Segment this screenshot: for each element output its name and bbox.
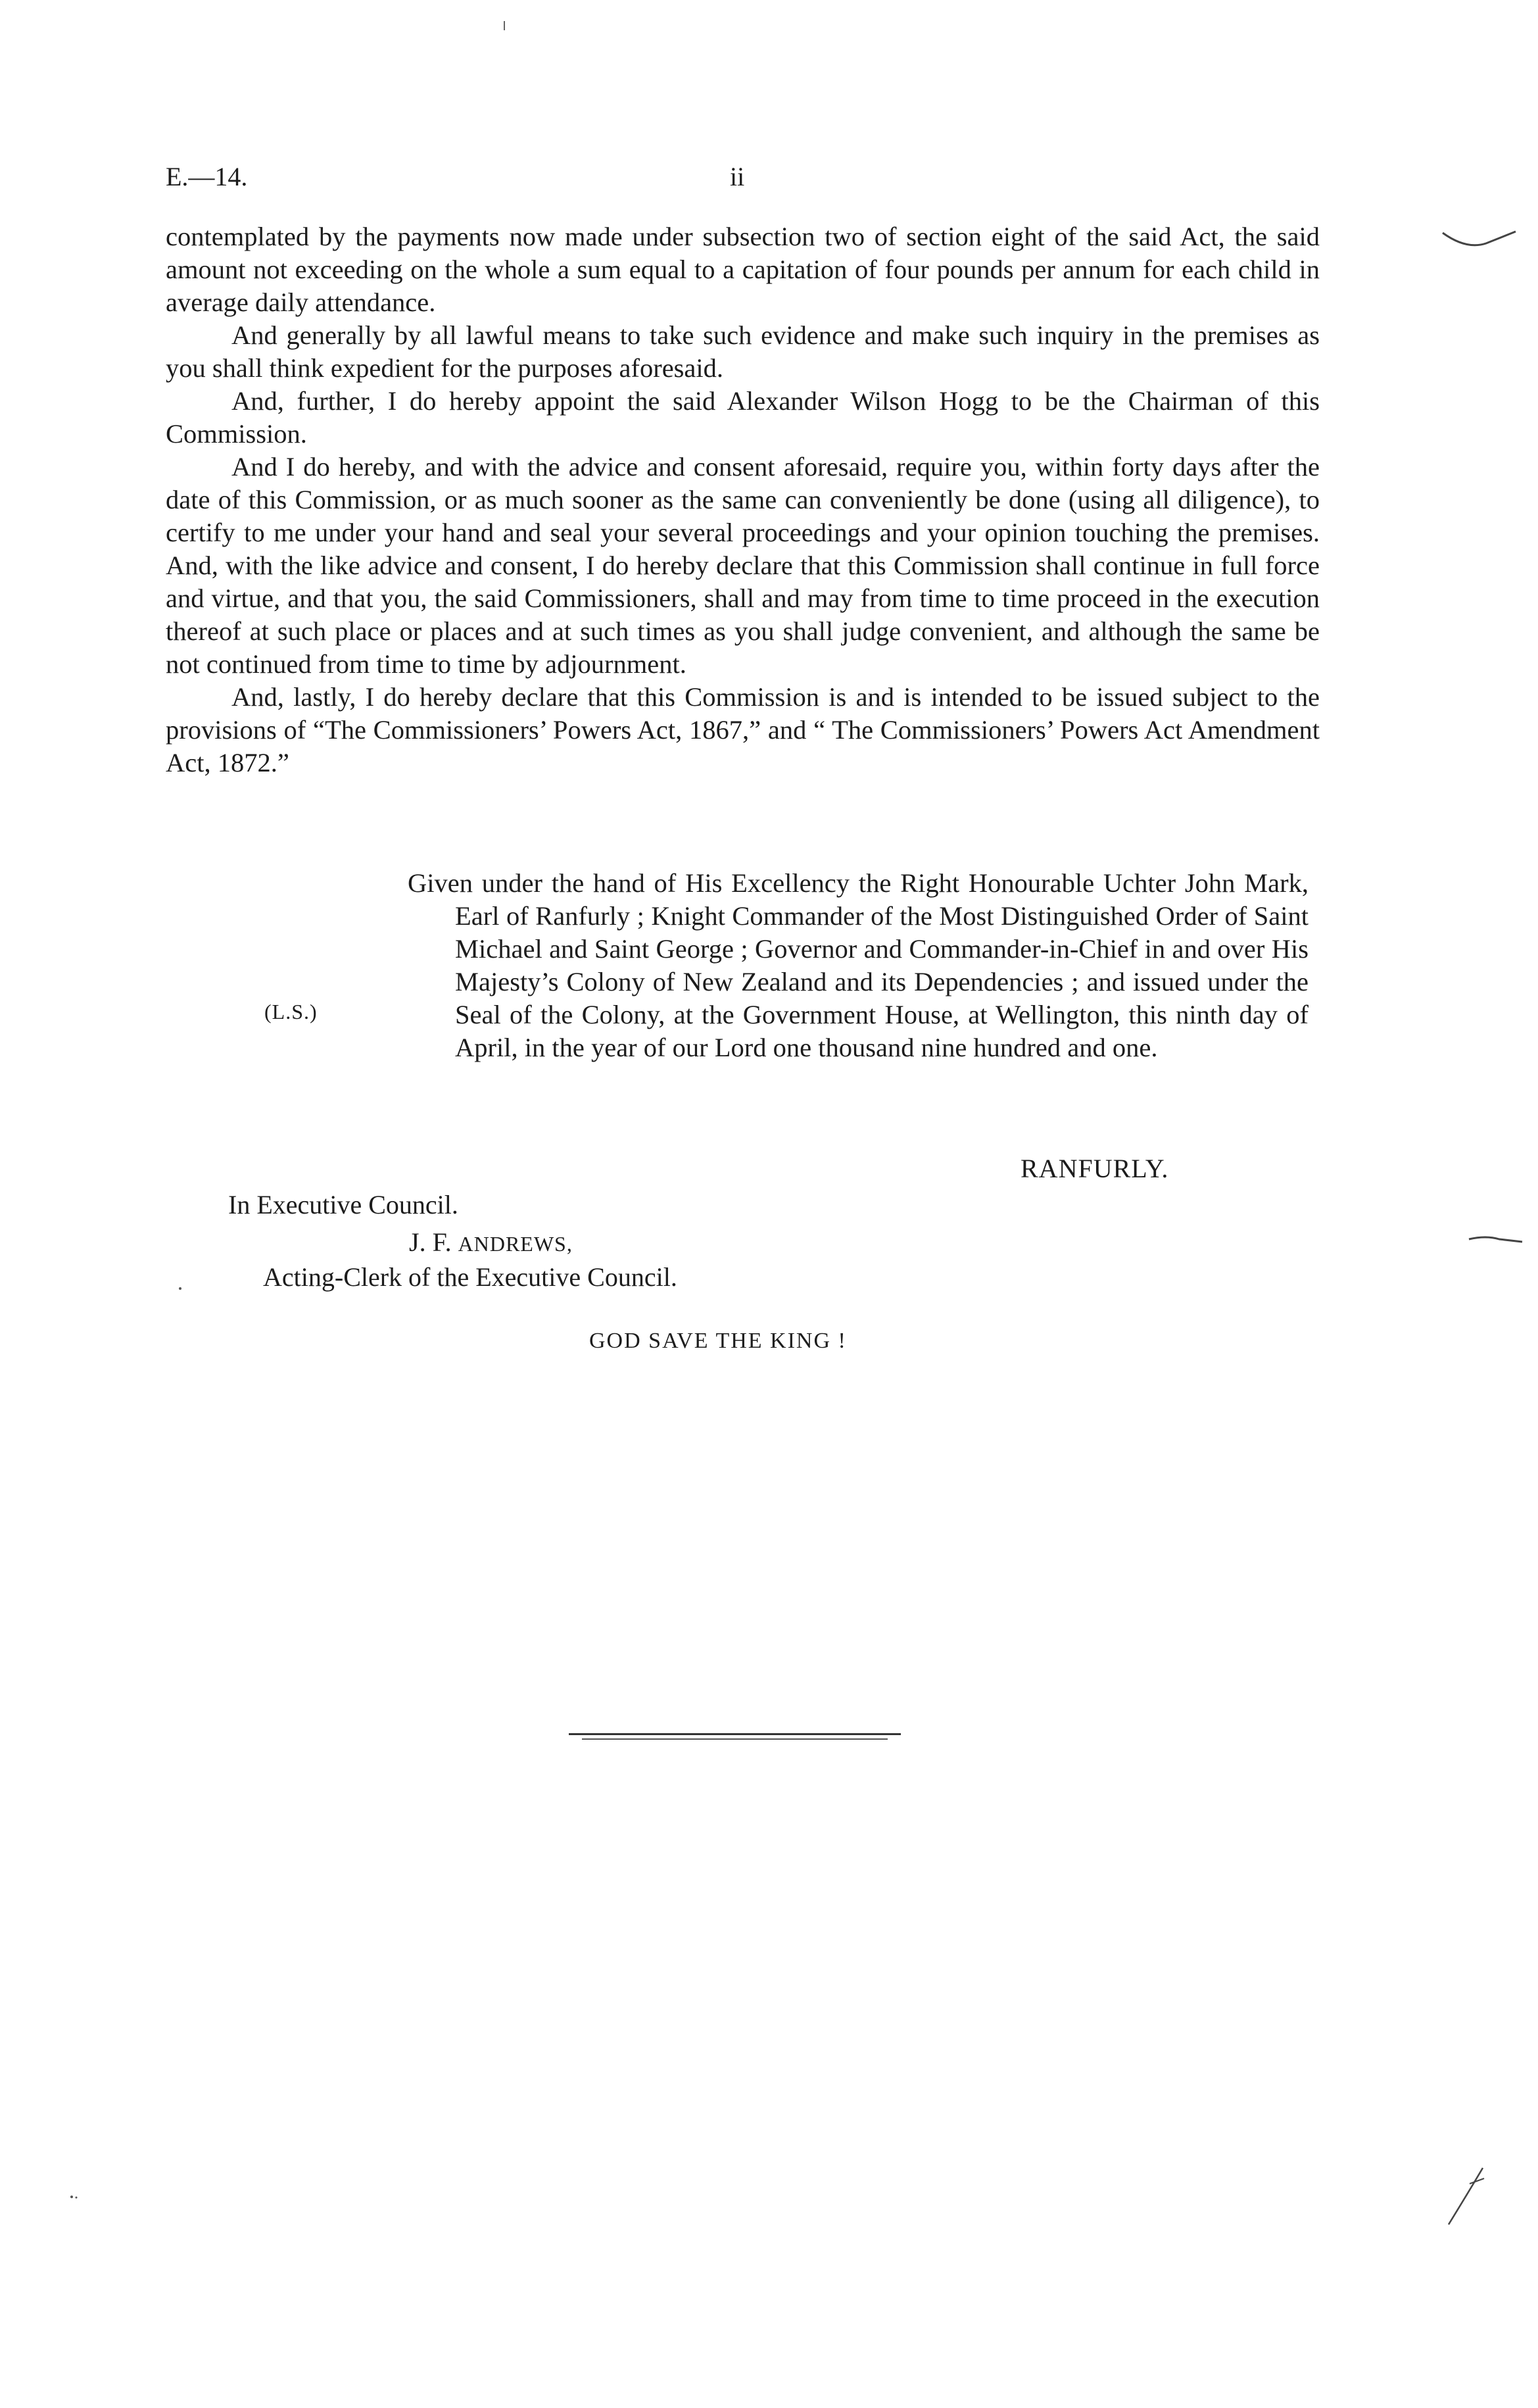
speck-left — [178, 1286, 183, 1291]
given-under-hand-paragraph — [408, 867, 1309, 1064]
paragraph-1: contemplated by the payments now made under subsection two of section eight of the said Act, the said amount not exceeding on the whole a sum equal to a capitation of four pounds per annum for each child in average daily attendance. — [166, 222, 1320, 317]
clerk-title: Acting-Clerk of the Executive Council. — [263, 1262, 677, 1292]
paragraph-5: And, lastly, I do hereby declare that this Commission is and is intended to be issued subject to the provisions of “The Commissioners’ Powers Act, 1867,” and “ The Commissioners’ Powers Act Amendment Act, 1872.” — [166, 682, 1320, 777]
clerk-surname: ANDREWS, — [458, 1232, 573, 1256]
margin-scratch-mid-right — [1466, 1230, 1526, 1250]
page-number: ii — [730, 162, 745, 191]
clerk-initials: J. F. — [409, 1227, 458, 1257]
document-reference: E.—14. — [166, 162, 248, 191]
executive-council-heading: In Executive Council. — [228, 1190, 458, 1219]
seal-mark: (L.S.) — [264, 1000, 318, 1023]
paragraph-4: And I do hereby, and with the advice and consent aforesaid, require you, within forty days after the date of this Commission, or as much sooner as the same can conveniently be done (using all diligence), to certify to me under your hand and seal your several proceedings and your opinion touching the premises. And, with the like advice and consent, I do hereby declare that this Commission shall continue in full force and virtue, and that you, the said Commissioners, shall and may from time to time proceed in the execution thereof at such place or places and at such times as you shall judge convenient, and although the same be not continued from time to time by adjournment. — [166, 452, 1320, 679]
god-save-the-king — [589, 1329, 847, 1354]
clerk-name — [409, 1227, 573, 1258]
commission-body — [166, 220, 1320, 779]
closing-rule-bottom — [582, 1738, 888, 1740]
given-text: Given under the hand of His Excellency the Right Honourable Uchter John Mark, Earl of Ranfurly ; Knight Commander of the Most Distinguished Order of Saint Michael and Saint George ; Governor and Commander-in-Chief in and over His Majesty’s Colony of New Zealand and its Dependencies ; and issued under the Seal of the Colony, at the Government House, at Wellington, this ninth day of April, in the year of our Lord one thousand nine hundred and one. — [408, 868, 1309, 1062]
governor-signature: RANFURLY. — [1021, 1154, 1169, 1183]
god-save-text: GOD SAVE THE — [589, 1329, 771, 1353]
closing-rule-top — [569, 1733, 901, 1735]
speck-bottom-left — [69, 2194, 80, 2200]
closing-rule — [569, 1733, 901, 1742]
margin-scratch-bottom-right — [1443, 2164, 1489, 2230]
speck-top — [501, 20, 508, 33]
paragraph-3: And, further, I do hereby appoint the said Alexander Wilson Hogg to be the Chairman of this Commission. — [166, 386, 1320, 449]
margin-scratch-top-right — [1440, 224, 1519, 257]
paragraph-2: And generally by all lawful means to take such evidence and make such inquiry in the premises as you shall think expedient for the purposes aforesaid. — [166, 320, 1320, 383]
king-text: KING ! — [770, 1329, 847, 1353]
